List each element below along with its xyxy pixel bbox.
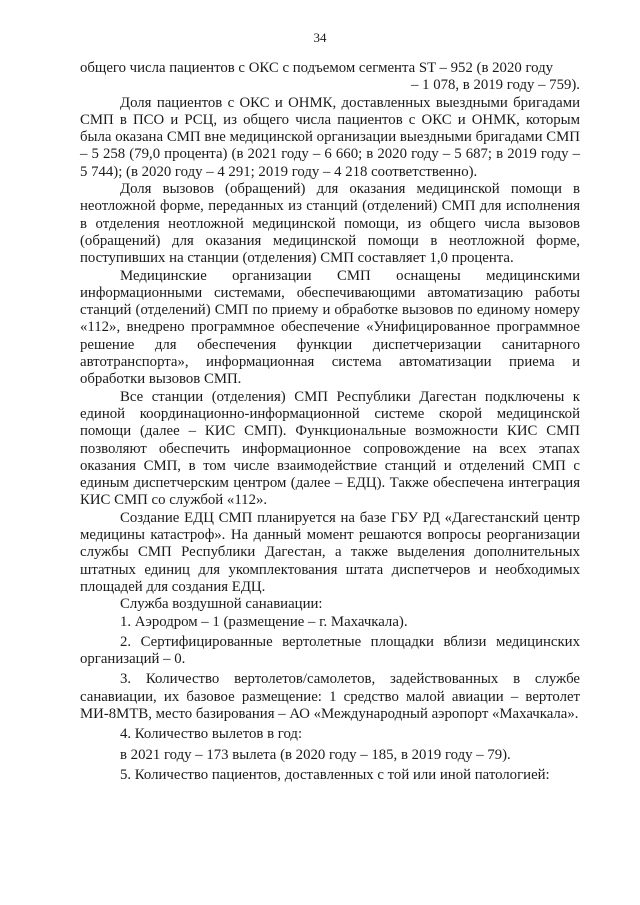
- list-item-aircraft: 3. Количество вертолетов/самолетов, задействованных в службе санавиации, их базовое размещение: 1 средство малой авиации – вертолет МИ-8МТВ, место базирования – АО «Международный аэропорт «Махачкала».: [80, 671, 580, 722]
- list-item-flights-heading: 4. Количество вылетов в год:: [120, 726, 303, 743]
- paragraph-urgent-calls-share: Доля вызовов (обращений) для оказания медицинской помощи в неотложной форме, переданных из станций (отделений) СМП для исполнения в отделения неотложной медицинской помощи, из общего числа вызовов (обращений) для оказания медицинской помощи в неотложной форме, поступивших на станции (отделения) СМП составляет 1,0 процента.: [80, 181, 580, 267]
- paragraph-continuation-end: – 1 078, в 2019 году – 759).: [411, 77, 580, 94]
- paragraph-information-systems: Медицинские организации СМП оснащены медицинскими информационными системами, обеспечивающими автоматизацию работы станций (отделений) СМП по приему и обработке вызовов по единому номеру «112», внедрено программное обеспечение «Унифицированное программное решение для обеспечения функции диспетчеризации санитарного автотранспорта», информационная система автоматизации приема и обработки вызовов СМП.: [80, 267, 580, 388]
- page-number: 34: [313, 30, 327, 45]
- list-item-helipads: 2. Сертифицированные вертолетные площадки вблизи медицинских организаций – 0.: [80, 633, 580, 668]
- paragraph-edc-creation: Создание ЕДЦ СМП планируется на базе ГБУ РД «Дагестанский центр медицины катастроф». На данный момент решаются вопросы реорганизации службы СМП Республики Дагестан, а также выделения дополнительных штатных единиц для укомплектования штата диспетчеров и необходимых площадей для создания ЕДЦ.: [80, 509, 580, 595]
- paragraph-continuation: общего числа пациентов с ОКС с подъемом сегмента ST – 952 (в 2020 году: [80, 60, 554, 76]
- list-item-patients-heading: 5. Количество пациентов, доставленных с той или иной патологией:: [120, 766, 550, 783]
- list-item-airfield: 1. Аэродром – 1 (размещение – г. Махачкала).: [120, 613, 408, 630]
- paragraph-kis-smp: Все станции (отделения) СМП Республики Дагестан подключены к единой координационно-информационной системе скорой медицинской помощи (далее – КИС СМП). Функциональные возможности КИС СМП позволяют обеспечить информационное сопровождение на всех этапах оказания СМП, в том числе взаимодействие станций и отделений СМП с единым диспетчерским центром (далее – ЕДЦ). Также обеспечена интеграция КИС СМП со службой «112».: [80, 388, 580, 509]
- paragraph-air-ambulance-heading: Служба воздушной санавиации:: [120, 596, 323, 613]
- list-item-flights-values: в 2021 году – 173 вылета (в 2020 году – 185, в 2019 году – 79).: [120, 746, 511, 763]
- document-body: [80, 60, 580, 784]
- paragraph-oks-onmk-share: Доля пациентов с ОКС и ОНМК, доставленных выездными бригадами СМП в ПСО и РСЦ, из общего числа пациентов с ОКС и ОНМК, которым была оказана СМП вне медицинской организации выездными бригадами СМП – 5 258 (79,0 процента) (в 2021 году – 6 660; в 2020 году – 5 687; в 2019 году – 5 744); (в 2020 году – 4 291; 2019 году – 4 218 соответственно).: [80, 94, 580, 180]
